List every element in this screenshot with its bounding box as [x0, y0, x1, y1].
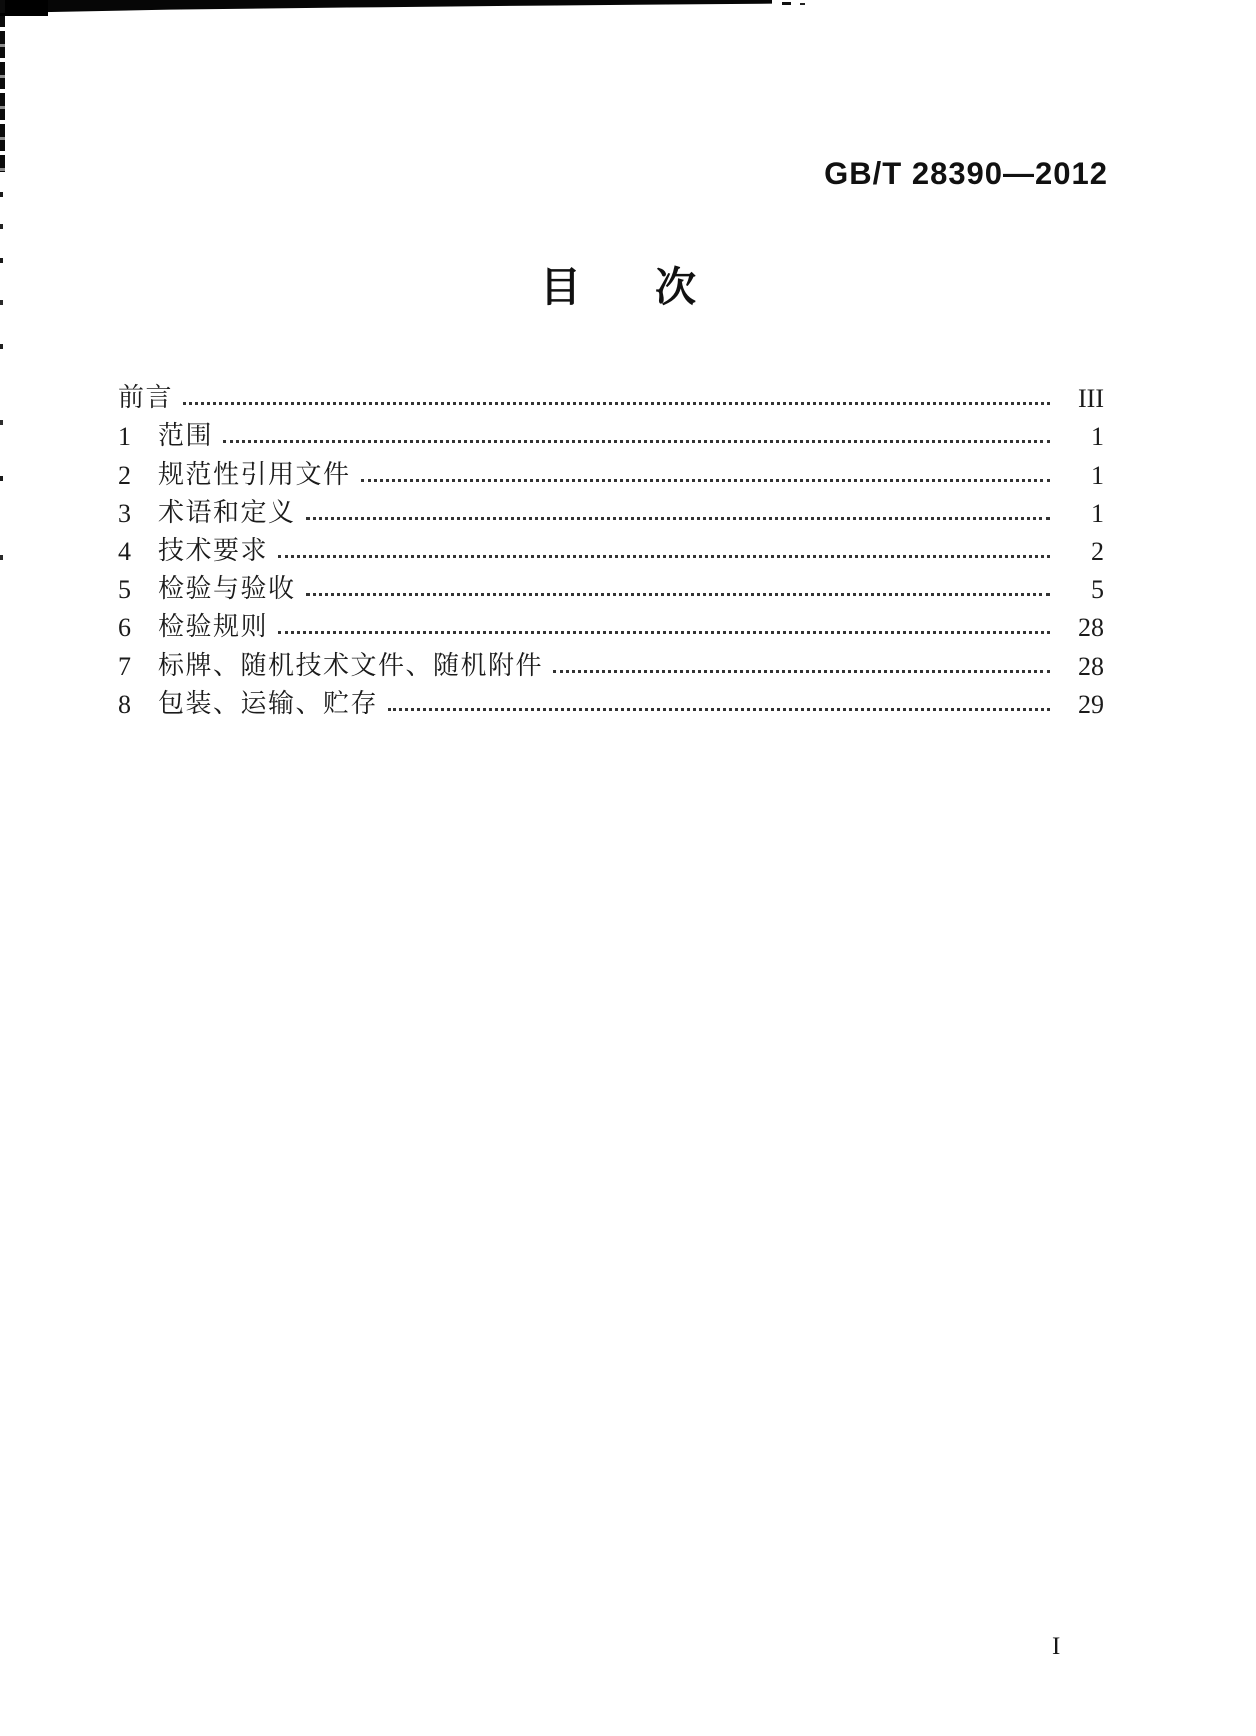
toc-entry — [118, 414, 1104, 452]
toc-entry-label: 术语和定义 — [158, 497, 296, 527]
dot-leader — [278, 631, 1050, 634]
toc-entry — [118, 491, 1104, 529]
dot-leader — [183, 402, 1050, 405]
scan-artifact-left-dots — [0, 192, 3, 197]
toc-entry — [118, 567, 1104, 605]
page-title — [0, 254, 1236, 313]
toc-entry-page: 1 — [1091, 498, 1104, 528]
dot-leader — [388, 708, 1050, 711]
toc-entry-label: 标牌、随机技术文件、随机附件 — [158, 650, 544, 680]
toc-entry-page: 29 — [1078, 689, 1104, 719]
toc-entry-page: 28 — [1078, 613, 1104, 643]
toc-entry-number: 7 — [118, 651, 131, 681]
toc-entry-label: 范围 — [158, 421, 214, 451]
toc-entry-label: 检验与验收 — [158, 574, 296, 604]
dot-leader — [553, 670, 1050, 673]
scan-artifact-top-edge — [0, 0, 772, 13]
page-title-char-second: 次 — [655, 264, 696, 310]
scan-artifact-speck — [782, 2, 791, 5]
toc-entry-number: 4 — [118, 536, 131, 566]
toc-entry-label: 包装、运输、贮存 — [158, 688, 379, 718]
dot-leader — [306, 517, 1050, 520]
toc-entry-label: 前言 — [118, 383, 174, 413]
footer-page-number: I — [1052, 1633, 1061, 1660]
toc-entry-number: 6 — [118, 613, 131, 643]
toc-entry-label: 规范性引用文件 — [158, 459, 351, 489]
toc-entry-number: 2 — [118, 460, 131, 490]
toc-entry-page: 1 — [1091, 422, 1104, 452]
toc-entry — [118, 682, 1104, 720]
toc-entry-page: 28 — [1078, 651, 1104, 681]
toc-entry-number: 5 — [118, 575, 131, 605]
toc-entry-number: 1 — [118, 422, 131, 452]
dot-leader — [306, 593, 1050, 596]
scan-artifact-top-left-corner — [0, 0, 48, 16]
scan-artifact-left-edge — [0, 0, 5, 172]
toc-entry-number: 8 — [118, 689, 131, 719]
dot-leader — [223, 440, 1050, 443]
dot-leader — [361, 479, 1050, 482]
toc-entry — [118, 643, 1104, 681]
toc-entry-page: 5 — [1091, 575, 1104, 605]
toc-entry — [118, 529, 1104, 567]
toc-entry-page: 1 — [1091, 460, 1104, 490]
page-title-char-first: 目 — [540, 264, 581, 310]
toc-entry — [118, 452, 1104, 490]
dot-leader — [278, 555, 1050, 558]
toc-entry-page: III — [1078, 384, 1104, 414]
standard-code-header: GB/T 28390—2012 — [824, 155, 1108, 192]
toc-list — [118, 376, 1104, 720]
scan-artifact-speck — [800, 3, 805, 5]
toc-entry — [118, 376, 1104, 414]
toc-entry — [118, 605, 1104, 643]
toc-entry-label: 技术要求 — [158, 535, 269, 565]
toc-entry-page: 2 — [1091, 536, 1104, 566]
toc-entry-number: 3 — [118, 498, 131, 528]
toc-entry-label: 检验规则 — [158, 612, 269, 642]
